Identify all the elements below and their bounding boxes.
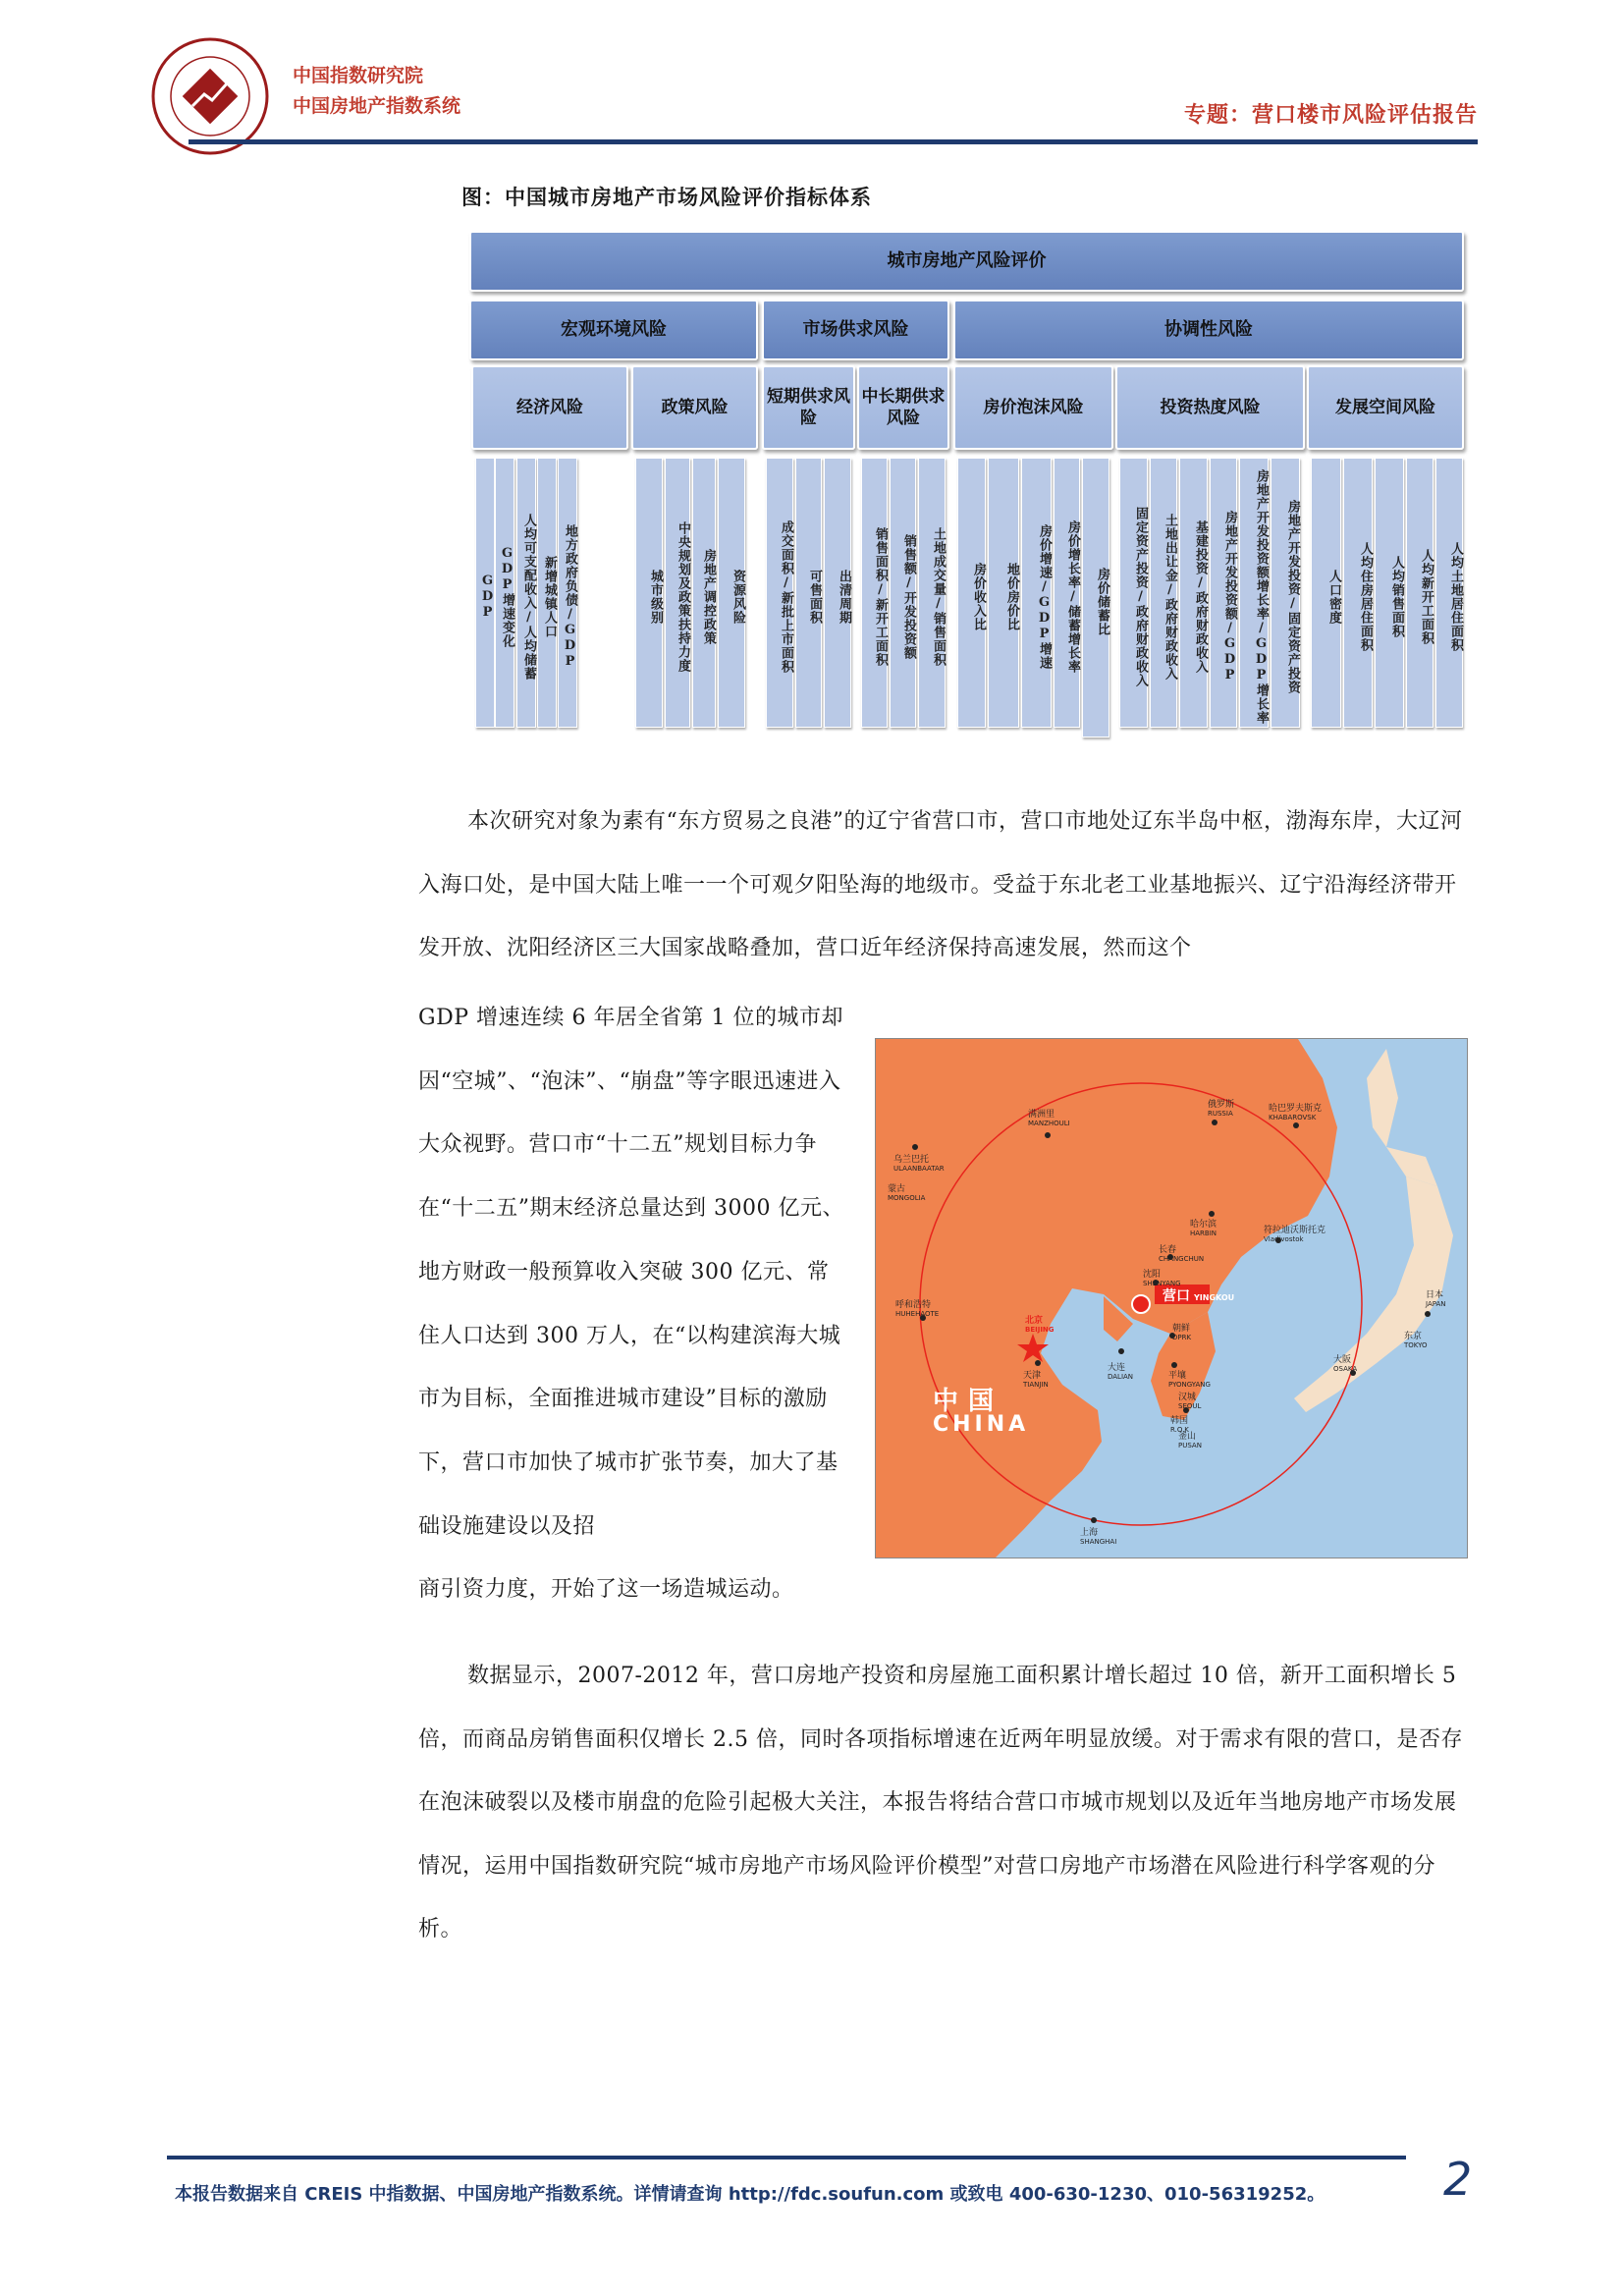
tree-leaf: 房地产开发投资/固定资产投资 xyxy=(1271,458,1300,728)
map-city-en: SHANGHAI xyxy=(1080,1538,1117,1547)
map-city-en: Vladivostok xyxy=(1264,1235,1304,1244)
map-city-label xyxy=(1208,1100,1234,1118)
map-city-label xyxy=(1269,1104,1322,1121)
map-city-label xyxy=(1108,1363,1133,1381)
map-city-zh: 汉城 xyxy=(1178,1393,1197,1402)
figure-caption: 图：中国城市房地产市场风险评价指标体系 xyxy=(461,185,872,209)
paragraph-2-tail: 商引资力度，开始了这一场造城运动。 xyxy=(418,1577,794,1602)
tree-leaf: 地方政府负债/GDP xyxy=(558,458,577,728)
org-name-line2: 中国房地产指数系统 xyxy=(293,95,461,117)
map-city-en: ULAANBAATAR xyxy=(893,1165,945,1174)
map-city-zh: 平壤 xyxy=(1168,1371,1187,1381)
map-city-en: DPRK xyxy=(1172,1334,1192,1342)
map-city-zh: 俄罗斯 xyxy=(1208,1100,1235,1110)
tree-leaf: 人口密度 xyxy=(1311,458,1341,728)
map-city-zh: 营口 xyxy=(1163,1288,1190,1304)
map-city-en: HARBIN xyxy=(1190,1230,1217,1238)
tree-leaf: 基建投资/政府财政收入 xyxy=(1179,458,1208,728)
map-city-zh: 哈尔滨 xyxy=(1190,1220,1217,1230)
map-city-en: BEIJING xyxy=(1025,1326,1055,1335)
map-city-label xyxy=(1080,1528,1116,1546)
map-city-en: OSAKA xyxy=(1333,1365,1358,1374)
map-city-en: KHABAROVSK xyxy=(1269,1114,1317,1122)
tree-root: 城市房地产风险评价 xyxy=(469,231,1464,292)
map-city-label xyxy=(1178,1432,1202,1449)
map-city-zh: 沈阳 xyxy=(1143,1270,1162,1280)
tree-leaf: 新增城镇人口 xyxy=(537,458,557,728)
map-city-zh: 蒙古 xyxy=(888,1184,906,1194)
tree-leaf: 地价房价比 xyxy=(988,458,1019,728)
tree-leaf: 土地出让金/政府财政收入 xyxy=(1150,458,1177,728)
report-title: 专题：营口楼市风险评估报告 xyxy=(1183,102,1478,128)
tree-l2-mid-long-term: 中长期供求风险 xyxy=(857,365,949,450)
tree-leaf: 房地产开发投资额/GDP xyxy=(1210,458,1237,728)
map-city-zh: 满洲里 xyxy=(1028,1110,1055,1120)
map-city-zh: 天津 xyxy=(1023,1371,1042,1381)
tree-leaf: 销售额/开发投资额 xyxy=(890,458,916,728)
map-city-en: R.O.K xyxy=(1170,1426,1189,1435)
tree-leaf: 固定资产投资/政府财政收入 xyxy=(1119,458,1148,728)
map-city-label xyxy=(1168,1371,1211,1389)
map-city-label xyxy=(1143,1270,1181,1287)
map-city-zh: 釜山 xyxy=(1178,1432,1197,1442)
map-city-en: PYONGYANG xyxy=(1168,1381,1211,1390)
tree-l2-price-bubble: 房价泡沫风险 xyxy=(953,365,1113,450)
org-name-line1: 中国指数研究院 xyxy=(293,65,424,86)
map-city-label xyxy=(895,1300,939,1318)
map-city-en: SHENYANG xyxy=(1143,1280,1181,1288)
map-city-zh: 大阪 xyxy=(1333,1355,1352,1365)
paragraph-3: 数据显示，2007-2012 年，营口房地产投资和房屋施工面积累计增长超过 10 倍，新开工面积增长 5 倍，而商品房销售面积仅增长 2.5 倍，同时各项指标增速在近两年明显放缓。对于需求有限的营口，是否存在泡沫破裂以及楼市崩盘的危险引起极大关注，本报告将结合营口市城市规划以及近年当地房地产市场发展情况，运用中国指数研究院“城市房地产市场风险评价模型”对营口房地产市场潜在风险进行科学客观的分析。 xyxy=(418,1664,1463,1941)
map-city-en: TIANJIN xyxy=(1023,1381,1049,1390)
map-city-label xyxy=(1333,1355,1357,1373)
map-city-en: PUSAN xyxy=(1178,1442,1202,1450)
tree-leaf: 资源风险 xyxy=(718,458,745,728)
tree-l1-macro: 宏观环境风险 xyxy=(469,300,758,360)
tree-leaf: 房地产调控政策 xyxy=(692,458,716,728)
map-city-zh: 北京 xyxy=(1025,1316,1044,1326)
map-city-en: MANZHOULI xyxy=(1028,1120,1070,1128)
tree-leaf: 房价储蓄比 xyxy=(1082,458,1109,738)
map-city-label xyxy=(1426,1290,1446,1308)
map-city-label xyxy=(1163,1288,1234,1304)
map-city-en: TOKYO xyxy=(1404,1341,1428,1350)
map-city-label xyxy=(1028,1110,1070,1127)
map-city-label xyxy=(1023,1371,1049,1389)
tree-leaf: 房价增速/GDP增速 xyxy=(1021,458,1052,728)
tree-l2-development: 发展空间风险 xyxy=(1307,365,1464,450)
tree-leaf: 可售面积 xyxy=(795,458,822,728)
map-city-label xyxy=(1190,1220,1217,1237)
tree-l2-economic: 经济风险 xyxy=(471,365,628,450)
footer-text: 本报告数据来自 CREIS 中指数据、中国房地产指数系统。详情请查询 http://fdc.soufun.com 或致电 400-630-1230、010-56319252。 xyxy=(175,2184,1325,2205)
map-city-en: YINGKOU xyxy=(1194,1293,1235,1302)
map-city-en: DALIAN xyxy=(1108,1373,1134,1382)
tree-leaf: 土地成交量/销售面积 xyxy=(918,458,946,728)
map-city-en: CHANGCHUN xyxy=(1159,1255,1205,1264)
map-city-label xyxy=(1404,1332,1428,1349)
tree-leaf: 房价收入比 xyxy=(957,458,986,728)
map-city-en: SEOUL xyxy=(1178,1402,1202,1411)
paragraph-1: 本次研究对象为素有“东方贸易之良港”的辽宁省营口市，营口市地处辽东半岛中枢，渤海东岸，大辽河入海口处，是中国大陆上唯一一个可观夕阳坠海的地级市。受益于东北老工业基地振兴、辽宁沿海经济带开发开放、沈阳经济区三大国家战略叠加，营口近年经济保持高速发展，然而这个 xyxy=(418,809,1463,960)
page-number: 2 xyxy=(1443,2153,1473,2206)
map-city-en: JAPAN xyxy=(1426,1300,1446,1309)
map-country-label-en: CHINA xyxy=(933,1412,1030,1437)
tree-leaf: 人均销售面积 xyxy=(1375,458,1404,728)
paragraph-2: GDP 增速连续 6 年居全省第 1 位的城市却因“空城”、“泡沫”、“崩盘”等字眼迅速进入大众视野。营口市“十二五”规划目标力争在“十二五”期末经济总量达到 3000 亿元、地方财政一般预算收入突破 300 亿元、常住人口达到 300 万人，在“以构建滨海大城市为目标，全面推进城市建设”目标的激励下，营口市加快了城市扩张节奏，加大了基础设施建设以及招 xyxy=(418,1006,844,1539)
map-city-zh: 哈巴罗夫斯克 xyxy=(1269,1104,1323,1114)
tree-l2-policy: 政策风险 xyxy=(631,365,758,450)
tree-leaf: 房价增长率/储蓄增长率 xyxy=(1054,458,1080,728)
map-city-zh: 呼和浩特 xyxy=(895,1300,932,1310)
map-city-label xyxy=(893,1155,945,1173)
map-city-zh: 乌兰巴托 xyxy=(893,1155,930,1165)
tree-leaf: GDP xyxy=(475,458,495,728)
tree-l1-market: 市场供求风险 xyxy=(762,300,949,360)
tree-leaf: 出清周期 xyxy=(824,458,851,728)
tree-leaf: 销售面积/新开工面积 xyxy=(861,458,888,728)
footer-rule xyxy=(167,2156,1406,2159)
tree-leaf: 中央规划及政策扶持力度 xyxy=(665,458,690,728)
map-city-en: HUHEHAOTE xyxy=(895,1310,940,1319)
map-city-zh: 大连 xyxy=(1108,1363,1126,1373)
tree-l2-short-term: 短期供求风险 xyxy=(762,365,855,450)
map-city-label xyxy=(888,1184,925,1202)
tree-leaf: 城市级别 xyxy=(635,458,663,728)
map-city-zh: 符拉迪沃斯托克 xyxy=(1264,1226,1326,1235)
northeast-asia-map xyxy=(875,1038,1468,1558)
tree-l1-coordination: 协调性风险 xyxy=(953,300,1464,360)
tree-leaf: 成交面积/新批上市面积 xyxy=(766,458,793,728)
tree-leaf: 人均新开工面积 xyxy=(1406,458,1434,728)
map-city-zh: 长春 xyxy=(1159,1245,1177,1255)
map-city-zh: 朝鲜 xyxy=(1172,1324,1191,1334)
map-city-en: MONGOLIA xyxy=(888,1194,926,1203)
map-city-label xyxy=(1159,1245,1204,1263)
map-city-label xyxy=(1025,1316,1055,1334)
header-rule xyxy=(189,139,1478,144)
map-city-label xyxy=(1178,1393,1201,1410)
tree-leaf: 房地产开发投资额增长率/GDP增长率 xyxy=(1239,458,1269,728)
map-city-zh: 日本 xyxy=(1426,1290,1444,1300)
map-city-zh: 东京 xyxy=(1404,1332,1423,1341)
map-city-label xyxy=(1172,1324,1191,1341)
tree-leaf: 人均住房居住面积 xyxy=(1343,458,1373,728)
tree-leaf: 人均可支配收入/人均储蓄 xyxy=(516,458,536,728)
map-city-label xyxy=(1264,1226,1325,1243)
tree-leaf: GDP增速变化 xyxy=(495,458,514,728)
map-city-en: RUSSIA xyxy=(1208,1110,1233,1119)
tree-leaf: 人均土地居住面积 xyxy=(1435,458,1463,728)
map-city-zh: 上海 xyxy=(1080,1528,1099,1538)
map-country-label: 中国 xyxy=(933,1387,1004,1416)
map-city-zh: 韩国 xyxy=(1170,1416,1189,1426)
tree-l2-investment: 投资热度风险 xyxy=(1115,365,1305,450)
